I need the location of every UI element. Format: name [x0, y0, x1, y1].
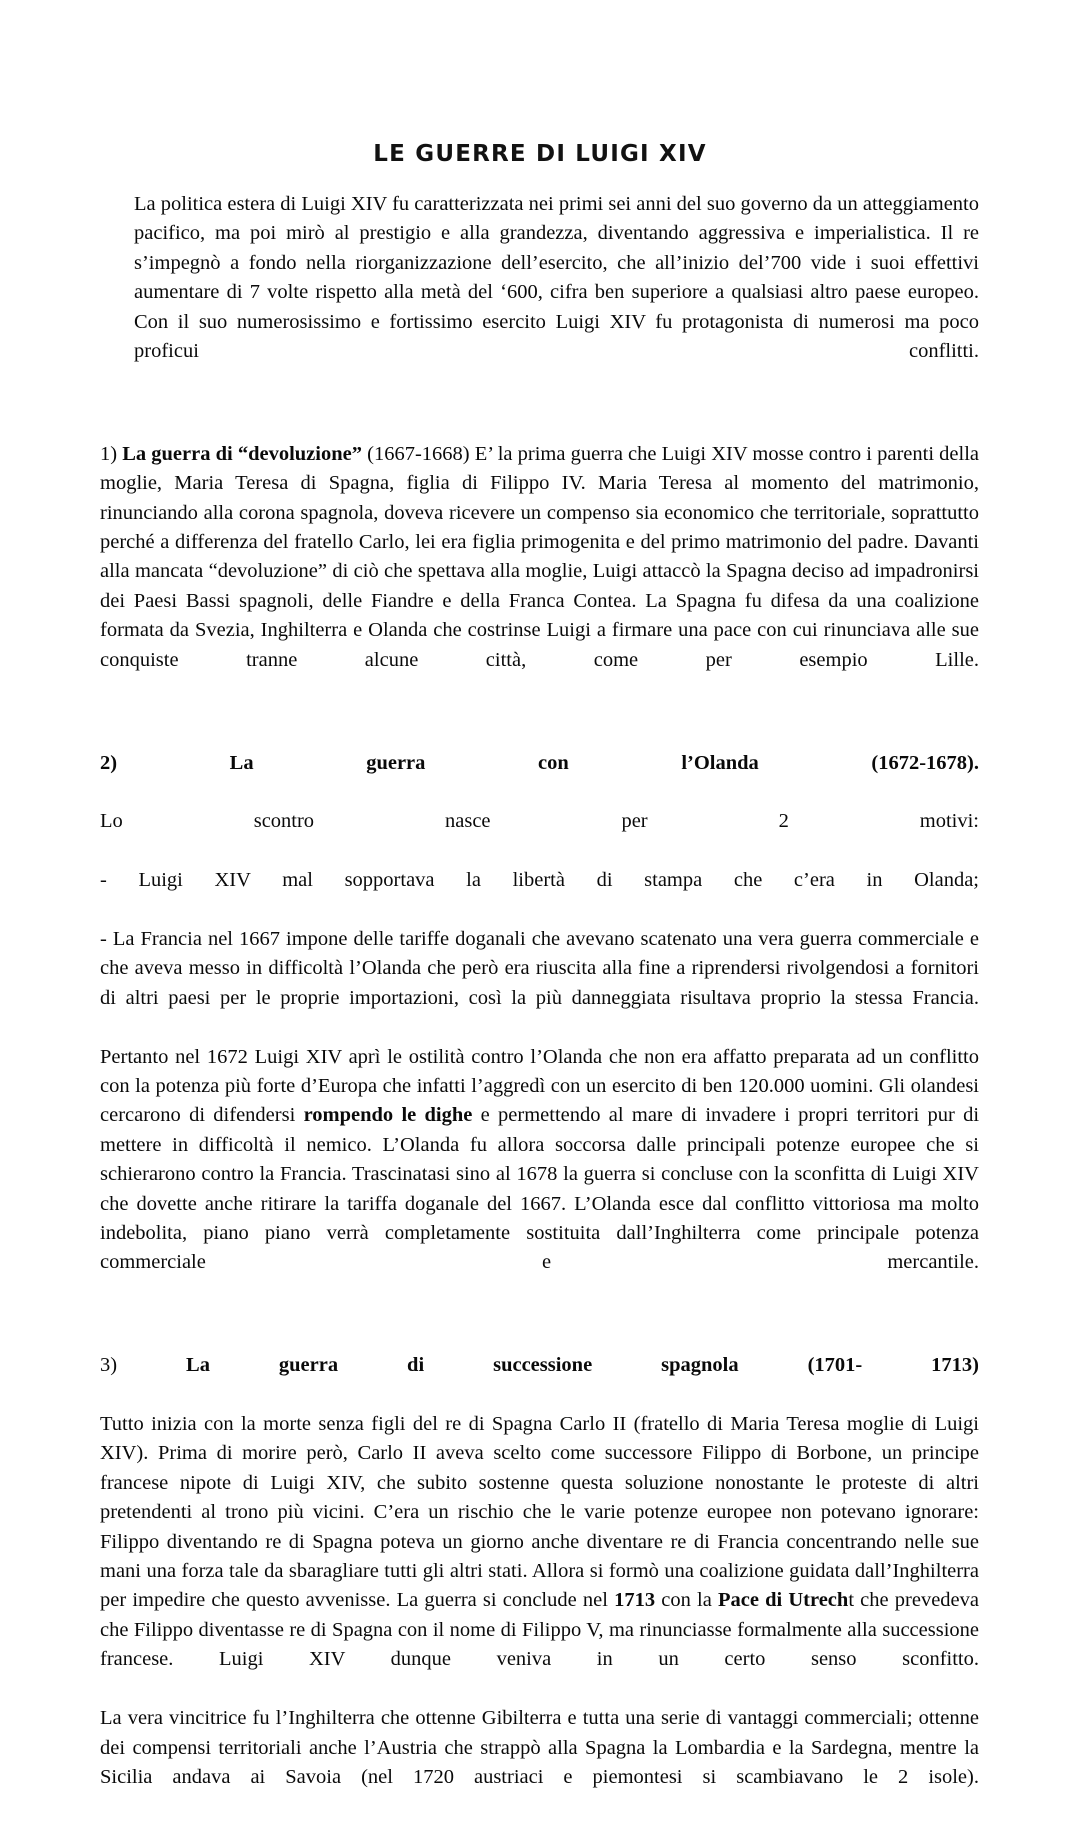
spacer — [100, 396, 979, 440]
section-2-body-part-2: e permettendo al mare di invadere i propri territori pur di mettere in difficoltà il nemico. L’Olanda fu allora soccorsa dalle principali potenze europee che si schierarono contro la Francia. Trascinatasi sino al 1678 la guerra si concluse con la sconfitta di Luigi XIV che dovette anche ritirare la tariffa doganale del 1667. L’Olanda esce dal conflitto vittoriosa ma molto indebolita, piano piano verrà completamente sostituita dall’Inghilterra come principale potenza commerciale e mercantile. — [100, 1104, 980, 1274]
section-3-paragraph — [100, 1410, 979, 1704]
section-2-paragraph — [100, 1043, 979, 1308]
section-1-number: 1) — [100, 442, 118, 465]
section-3-emphasis-year: 1713 — [614, 1589, 656, 1612]
section-3-closing-paragraph: La vera vincitrice fu l’Inghilterra che ottenne Gibilterra e tutta una serie di vantaggi commerciali; ottenne dei compensi territoriali anche l’Austria che strappò alla Spagna la Lombardia e la Sardegna, mentre la Sicilia andava ai Savoia (nel 1720 austriaci e piemontesi si scambiavano le 2 isole). — [100, 1707, 979, 1788]
section-2-body-part-1: Pertanto nel 1672 Luigi XIV aprì le ostilità contro l’Olanda che non era affatto preparata ad un conflitto con la potenza più forte d’Europa che infatti l’aggredì con un esercito di ben 120.000 uomini. Gli olandesi cercarono di difendersi — [100, 1045, 979, 1127]
intro-paragraph: La politica estera di Luigi XIV fu caratterizzata nei primi sei anni del suo governo da un atteggiamento pacifico, ma poi mirò al prestigio e alla grandezza, diventando aggressiva e imperialistica. Il re s’impegnò a fondo nella riorganizzazione dell’esercito, che all’inizio del’700 vide i suoi effettivi aumentare di 7 volte rispetto alla metà del ‘600, cifra ben superiore a qualsiasi altro paese europeo. Con il suo numerosissimo e fortissimo esercito Luigi XIV fu protagonista di numerosi ma poco proficui conflitti. — [134, 193, 979, 363]
spacer — [100, 1307, 979, 1351]
section-2-heading: 2) La guerra con l’Olanda (1672-1678). — [100, 751, 979, 774]
section-2-bullet-2: - La Francia nel 1667 impone delle tariffe doganali che avevano scatenato una vera guerra commerciale e che aveva messo in difficoltà l’Olanda che però era riuscita alla fine a riprendersi rivolgendosi a fornitori di altri paesi per le proprie importazioni, così la più danneggiata risultava proprio la stessa Francia. — [100, 927, 979, 1009]
spacer — [100, 705, 979, 749]
section-3-body-part-2: con la — [655, 1589, 718, 1612]
section-2-motivi-line: Lo scontro nasce per 2 motivi: — [100, 810, 979, 833]
section-3-body-part-1: Tutto inizia con la morte senza figli del re di Spagna Carlo II (fratello di Maria Teresa moglie di Luigi XIV). Prima di morire però, Carlo II aveva scelto come successore Filippo di Borbone, un principe francese nipote di Luigi XIV, che subito sostenne questa soluzione nonostante le proteste di altri pretendenti al trono più vicini. C’era un rischio che le varie potenze europee non potevano ignorare: Filippo diventando re di Spagna poteva un giorno anche diventare re di Francia concentrando nelle sue mani una forza tale da sbaragliare tutti gli altri stati. Allora si formò una coalizione guidata dall’Inghilterra per impedire che questo avvenisse. La guerra si conclude nel — [100, 1413, 979, 1612]
section-2-bullet-1: - Luigi XIV mal sopportava la libertà di stampa che c’era in Olanda; — [100, 869, 979, 892]
section-1-paragraph — [100, 440, 979, 705]
section-3-heading: La guerra di successione spagnola (1701- 1713) — [186, 1354, 979, 1377]
section-1-heading: La guerra di “devoluzione” — [122, 442, 362, 465]
section-3-emphasis-treaty: Pace di Utrech — [717, 1589, 849, 1612]
section-1-body: (1667-1668) E’ la prima guerra che Luigi XIV mosse contro i parenti della moglie, Maria Teresa di Spagna, figlia di Filippo IV. Maria Teresa al momento del matrimonio, rinunciando alla corona spagnola, doveva ricevere un compenso sia economico che territoriale, soprattutto perché a differenza del fratello Carlo, lei era figlia primogenita e del primo matrimonio del padre. Davanti alla mancata “devoluzione” di ciò che spettava alla moglie, Luigi attaccò la Spagna deciso ad impadronirsi dei Paesi Bassi spagnoli, delle Fiandre e della Franca Contea. La Spagna fu difesa da una coalizione formata da Svezia, Inghilterra e Olanda che costrinse Luigi a firmare una pace con cui rinunciava alle sue conquiste tranne alcune città, come per esempio Lille. — [100, 442, 979, 671]
section-3-heading-line — [100, 1351, 979, 1410]
section-3-body-part-3: t che prevedeva che Filippo diventasse re di Spagna con il nome di Filippo V, ma rinunciasse formalmente alla successione francese. Luigi XIV dunque veniva in un certo senso sconfitto. — [100, 1589, 979, 1671]
page-title: LE GUERRE DI LUIGI XIV — [373, 141, 707, 168]
section-2-heading-line — [100, 749, 979, 808]
section-2-emphasis-dighe: rompendo le dighe — [303, 1104, 473, 1127]
document-body — [100, 190, 979, 1822]
section-3-number: 3) — [100, 1354, 118, 1377]
